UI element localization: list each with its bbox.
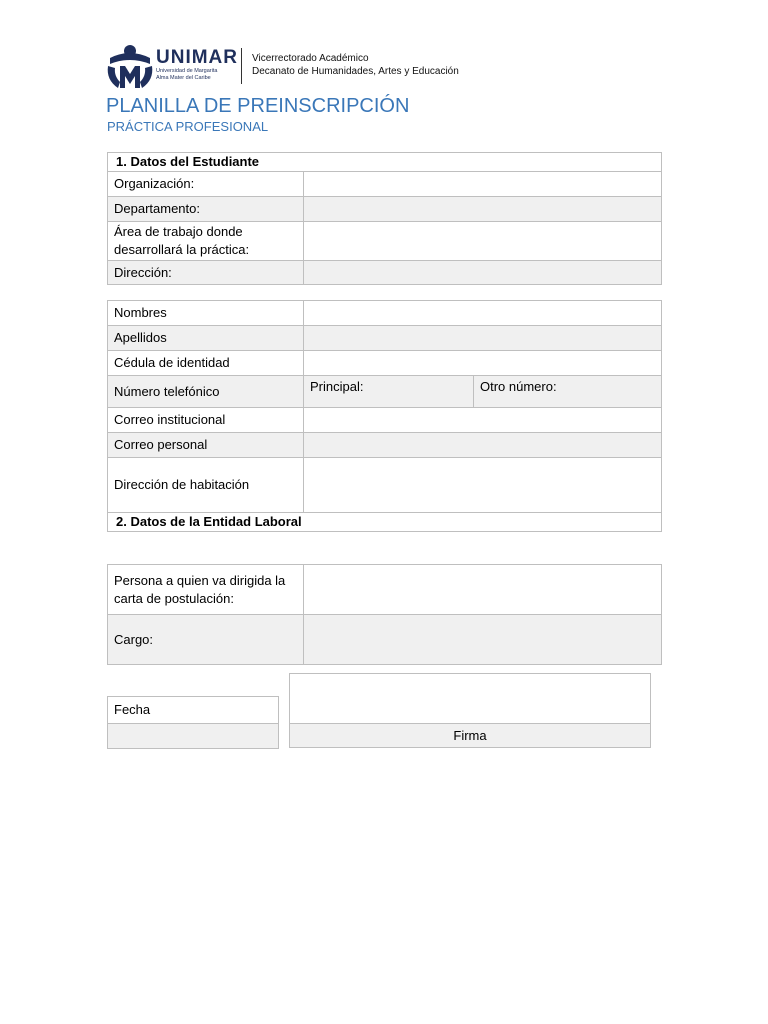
recipient-field[interactable] [304, 565, 662, 615]
surnames-label: Apellidos [108, 326, 304, 351]
document-header [106, 44, 526, 90]
organization-label: Organización: [108, 172, 304, 197]
entity-table [107, 564, 662, 665]
organization-field[interactable] [304, 172, 662, 197]
unimar-logo-icon [106, 44, 154, 90]
personal-email-field[interactable] [304, 433, 662, 458]
id-label: Cédula de identidad [108, 351, 304, 376]
section2-heading: 2. Datos de la Entidad Laboral [108, 513, 662, 532]
institutional-email-field[interactable] [304, 408, 662, 433]
names-label: Nombres [108, 301, 304, 326]
institutional-email-label: Correo institucional [108, 408, 304, 433]
address-field[interactable] [304, 261, 662, 285]
page-title: PLANILLA DE PREINSCRIPCIÓN [106, 95, 410, 117]
brand-name: UNIMAR [156, 47, 238, 68]
org-info [252, 52, 459, 78]
brand-line2: Alma Mater del Caribe [156, 75, 211, 81]
header-divider [241, 48, 242, 84]
page-subtitle: PRÁCTICA PROFESIONAL [107, 119, 269, 134]
signature-table [289, 673, 651, 748]
date-table [107, 696, 279, 749]
phone-principal-label: Principal: [310, 379, 364, 394]
phone-label: Número telefónico [108, 376, 304, 408]
brand-line1: Universidad de Margarita [156, 68, 218, 74]
home-address-label: Dirección de habitación [108, 458, 304, 513]
address-label: Dirección: [108, 261, 304, 285]
position-field[interactable] [304, 615, 662, 665]
home-address-field[interactable] [304, 458, 662, 513]
brand [156, 48, 238, 82]
names-field[interactable] [304, 301, 662, 326]
surnames-field[interactable] [304, 326, 662, 351]
phone-principal-field[interactable] [304, 376, 474, 408]
work-area-field[interactable] [304, 222, 662, 261]
student-table [107, 300, 662, 532]
recipient-label: Persona a quien va dirigida la carta de postulación: [108, 565, 304, 615]
signature-field[interactable] [290, 674, 651, 724]
org-line1: Vicerrectorado Académico [252, 53, 369, 64]
internship-table [107, 152, 662, 285]
org-line2: Decanato de Humanidades, Artes y Educación [252, 66, 459, 77]
section1-heading: 1. Datos del Estudiante [108, 153, 662, 172]
phone-other-label: Otro número: [480, 379, 557, 394]
id-field[interactable] [304, 351, 662, 376]
personal-email-label: Correo personal [108, 433, 304, 458]
work-area-label: Área de trabajo donde desarrollará la práctica: [108, 222, 304, 261]
signature-label: Firma [290, 724, 651, 748]
date-field[interactable] [108, 724, 279, 749]
department-label: Departamento: [108, 197, 304, 222]
position-label: Cargo: [108, 615, 304, 665]
date-label: Fecha [108, 697, 279, 724]
phone-other-field[interactable] [474, 376, 662, 408]
department-field[interactable] [304, 197, 662, 222]
